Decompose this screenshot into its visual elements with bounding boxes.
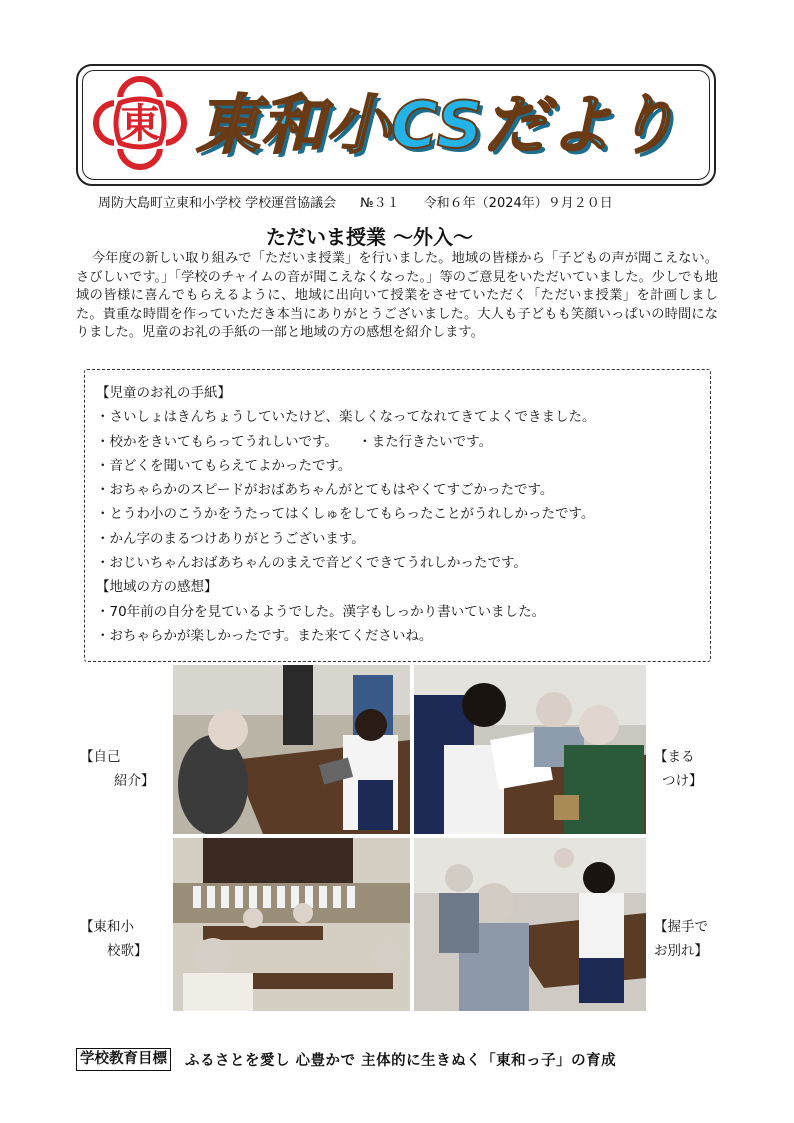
letters-list xyxy=(96,381,706,648)
svg-text:東: 東 xyxy=(120,100,160,147)
school-motto xyxy=(76,1046,616,1072)
community-comments-heading: 【地域の方の感想】 xyxy=(96,579,218,596)
list-item: ・さいしょはきんちょうしていたけど、楽しくなってなれてきてよくできました。 xyxy=(96,409,596,426)
article-intro: 今年度の新しい取り組みで「ただいま授業」を行いました。地域の皆様から「子どもの声が聞こえない。さびしいです。」「学校のチャイムの音が聞こえなくなった。」等のご意見をいただいていました。少しでも地域の皆様に喜んでもらえるように、地域に出向いて授業をさせていただく「ただいま授業」を計画しました。貴重な時間を作っていただき本当にありがとうございました。大人も子どもも笑顔いっぱいの時間になりました。児童のお礼の手紙の一部と地域の方の感想を紹介します。 xyxy=(76,251,718,340)
photo-school-song xyxy=(173,838,410,1011)
issue-number: №３１ xyxy=(360,196,400,211)
caption-handshake-line1: 【握手で xyxy=(654,919,708,935)
issue-date: 令和６年（2024年）９月２０日 xyxy=(423,196,613,211)
motto-label: 学校教育目標 xyxy=(76,1048,171,1071)
photo-marking xyxy=(414,665,646,834)
caption-school-song-line1: 【東和小 xyxy=(80,919,134,935)
caption-marking-line1: 【まる xyxy=(654,749,695,765)
school-council-name: 周防大島町立東和小学校 学校運営協議会 xyxy=(98,196,337,211)
caption-handshake-line2: お別れ】 xyxy=(654,943,708,959)
newsletter-title: 東和小CSだより xyxy=(196,89,679,163)
list-item: ・音どくを聞いてもらえてよかったです。 xyxy=(96,457,352,474)
school-logo xyxy=(92,75,188,171)
photo-self-introduction xyxy=(173,665,410,834)
list-item: ・おちゃらかのスピードがおばあちゃんがとてもはやくてすごかったです。 xyxy=(96,482,554,499)
caption-self-introduction-line1: 【自己 xyxy=(80,749,121,765)
photo-handshake-farewell xyxy=(414,838,646,1011)
caption-school-song-line2: 校歌】 xyxy=(107,943,148,959)
children-letters-heading: 【児童のお礼の手紙】 xyxy=(96,385,231,401)
list-item: ・とうわ小のこうかをうたってはくしゅをしてもらったことがうれしかったです。 xyxy=(96,506,595,523)
list-item: ・おちゃらかが楽しかったです。また来てくださいね。 xyxy=(96,627,433,644)
issue-info xyxy=(98,195,718,213)
caption-self-introduction-line2: 紹介】 xyxy=(114,773,155,789)
list-item: ・かん字のまるつけありがとうございます。 xyxy=(96,530,365,547)
list-item: ・おじいちゃんおばあちゃんのまえで音どくできてうれしかったです。 xyxy=(96,555,527,572)
caption-marking-line2: つけ】 xyxy=(662,773,703,789)
motto-text: ふるさとを愛し 心豊かで 主体的に生きぬく「東和っ子」の育成 xyxy=(185,1052,617,1069)
list-item: ・70年前の自分を見ているようでした。漢字もしっかり書いていました。 xyxy=(96,603,546,620)
list-item: ・校かをきいてもらってうれしいです。 ・また行きたいです。 xyxy=(96,433,493,450)
article-title: ただいま授業 〜外入〜 xyxy=(266,225,473,249)
